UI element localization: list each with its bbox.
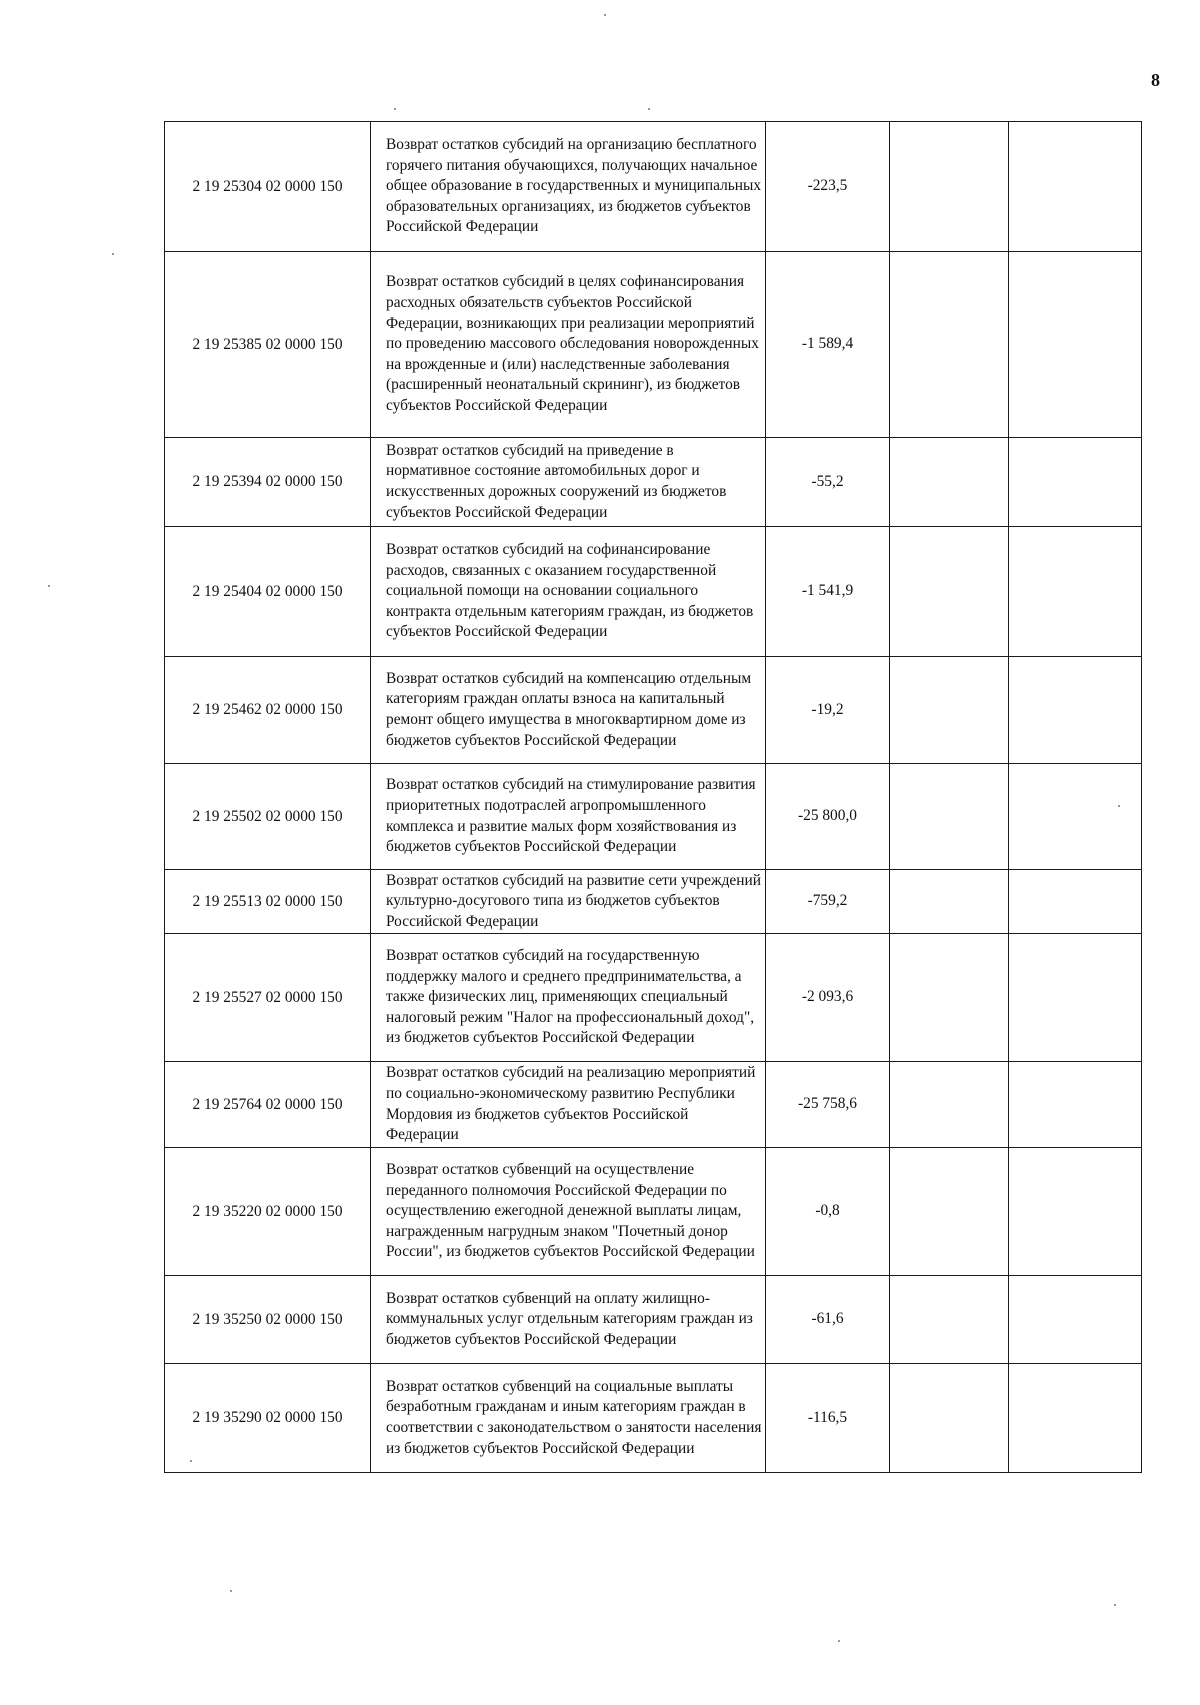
empty-cell-2	[1009, 252, 1142, 438]
scan-speck	[1118, 805, 1120, 807]
budget-name-cell: Возврат остатков субсидий на компенсацию отдельным категориям граждан оплаты взноса на капитальный ремонт общего имущества в многоквартирном доме из бюджетов субъектов Российской Федерации	[371, 657, 766, 764]
budget-name-cell: Возврат остатков субвенций на социальные выплаты безработным гражданам и иным категориям граждан в соответствии с законодательством о занятости населения из бюджетов субъектов Российской Федерации	[371, 1364, 766, 1473]
budget-amount-cell: -0,8	[766, 1148, 890, 1276]
empty-cell-1	[890, 527, 1009, 657]
empty-cell-1	[890, 438, 1009, 527]
table-row	[165, 527, 1142, 657]
empty-cell-2	[1009, 122, 1142, 252]
budget-code-cell: 2 19 25404 02 0000 150	[165, 527, 371, 657]
budget-name-cell: Возврат остатков субсидий на организацию бесплатного горячего питания обучающихся, получающих начальное общее образование в государственных и муниципальных образовательных организациях, из бюджетов субъектов Российской Федерации	[371, 122, 766, 252]
table-row	[165, 870, 1142, 934]
budget-name-cell: Возврат остатков субсидий на развитие сети учреждений культурно-досугового типа из бюджетов субъектов Российской Федерации	[371, 870, 766, 934]
empty-cell-2	[1009, 1062, 1142, 1148]
budget-code-cell: 2 19 25385 02 0000 150	[165, 252, 371, 438]
empty-cell-1	[890, 934, 1009, 1062]
empty-cell-2	[1009, 1276, 1142, 1364]
empty-cell-2	[1009, 438, 1142, 527]
scan-speck	[604, 14, 606, 16]
budget-code-cell: 2 19 25513 02 0000 150	[165, 870, 371, 934]
budget-amount-cell: -25 800,0	[766, 764, 890, 870]
table-row	[165, 438, 1142, 527]
empty-cell-2	[1009, 1364, 1142, 1473]
table-row	[165, 1062, 1142, 1148]
table-row	[165, 1364, 1142, 1473]
table-row	[165, 1148, 1142, 1276]
empty-cell-2	[1009, 1148, 1142, 1276]
budget-amount-cell: -19,2	[766, 657, 890, 764]
budget-code-cell: 2 19 25764 02 0000 150	[165, 1062, 371, 1148]
scan-speck	[648, 108, 650, 110]
budget-amount-cell: -116,5	[766, 1364, 890, 1473]
scan-speck	[838, 1640, 840, 1642]
budget-code-cell: 2 19 25502 02 0000 150	[165, 764, 371, 870]
budget-amount-cell: -1 541,9	[766, 527, 890, 657]
budget-code-cell: 2 19 25394 02 0000 150	[165, 438, 371, 527]
empty-cell-2	[1009, 657, 1142, 764]
budget-amount-cell: -25 758,6	[766, 1062, 890, 1148]
budget-code-cell: 2 19 35220 02 0000 150	[165, 1148, 371, 1276]
budget-table	[164, 121, 1142, 1473]
budget-amount-cell: -1 589,4	[766, 252, 890, 438]
table-row	[165, 764, 1142, 870]
scan-speck	[230, 1590, 232, 1592]
page-number: 8	[1151, 70, 1160, 90]
table-row	[165, 934, 1142, 1062]
budget-amount-cell: -61,6	[766, 1276, 890, 1364]
budget-name-cell: Возврат остатков субвенций на оплату жилищно-коммунальных услуг отдельным категориям граждан из бюджетов субъектов Российской Федерации	[371, 1276, 766, 1364]
budget-code-cell: 2 19 35250 02 0000 150	[165, 1276, 371, 1364]
table-row	[165, 122, 1142, 252]
empty-cell-2	[1009, 934, 1142, 1062]
budget-amount-cell: -55,2	[766, 438, 890, 527]
budget-code-cell: 2 19 25527 02 0000 150	[165, 934, 371, 1062]
empty-cell-2	[1009, 870, 1142, 934]
empty-cell-1	[890, 122, 1009, 252]
budget-amount-cell: -2 093,6	[766, 934, 890, 1062]
scan-speck	[394, 108, 396, 110]
budget-name-cell: Возврат остатков субсидий на софинансирование расходов, связанных с оказанием государственной социальной помощи на основании социального контракта отдельным категориям граждан, из бюджетов субъектов Российской Федерации	[371, 527, 766, 657]
budget-code-cell: 2 19 25462 02 0000 150	[165, 657, 371, 764]
budget-name-cell: Возврат остатков субсидий на государственную поддержку малого и среднего предпринимательства, а также физических лиц, применяющих специальный налоговый режим "Налог на профессиональный доход", из бюджетов субъектов Российской Федерации	[371, 934, 766, 1062]
empty-cell-1	[890, 657, 1009, 764]
empty-cell-1	[890, 764, 1009, 870]
empty-cell-1	[890, 1062, 1009, 1148]
budget-name-cell: Возврат остатков субвенций на осуществление переданного полномочия Российской Федерации по осуществлению ежегодной денежной выплаты лицам, награжденным нагрудным знаком "Почетный донор России", из бюджетов субъектов Российской Федерации	[371, 1148, 766, 1276]
budget-amount-cell: -759,2	[766, 870, 890, 934]
table-row	[165, 657, 1142, 764]
empty-cell-2	[1009, 764, 1142, 870]
scan-speck	[112, 253, 114, 255]
budget-name-cell: Возврат остатков субсидий на стимулирование развития приоритетных подотраслей агропромышленного комплекса и развитие малых форм хозяйствования из бюджетов субъектов Российской Федерации	[371, 764, 766, 870]
budget-name-cell: Возврат остатков субсидий в целях софинансирования расходных обязательств субъектов Российской Федерации, возникающих при реализации мероприятий по проведению массового обследования новорожденных на врожденные и (или) наследственные заболевания (расширенный неонатальный скрининг), из бюджетов субъектов Российской Федерации	[371, 252, 766, 438]
empty-cell-1	[890, 252, 1009, 438]
empty-cell-1	[890, 1364, 1009, 1473]
budget-amount-cell: -223,5	[766, 122, 890, 252]
empty-cell-2	[1009, 527, 1142, 657]
budget-name-cell: Возврат остатков субсидий на реализацию мероприятий по социально-экономическому развитию Республики Мордовия из бюджетов субъектов Российской Федерации	[371, 1062, 766, 1148]
empty-cell-1	[890, 1276, 1009, 1364]
budget-code-cell: 2 19 25304 02 0000 150	[165, 122, 371, 252]
empty-cell-1	[890, 1148, 1009, 1276]
empty-cell-1	[890, 870, 1009, 934]
table-row	[165, 1276, 1142, 1364]
table-row	[165, 252, 1142, 438]
scan-speck	[48, 585, 50, 587]
budget-code-cell: 2 19 35290 02 0000 150	[165, 1364, 371, 1473]
budget-name-cell: Возврат остатков субсидий на приведение в нормативное состояние автомобильных дорог и искусственных дорожных сооружений из бюджетов субъектов Российской Федерации	[371, 438, 766, 527]
scan-speck	[190, 1460, 192, 1462]
scan-speck	[1114, 1604, 1116, 1606]
